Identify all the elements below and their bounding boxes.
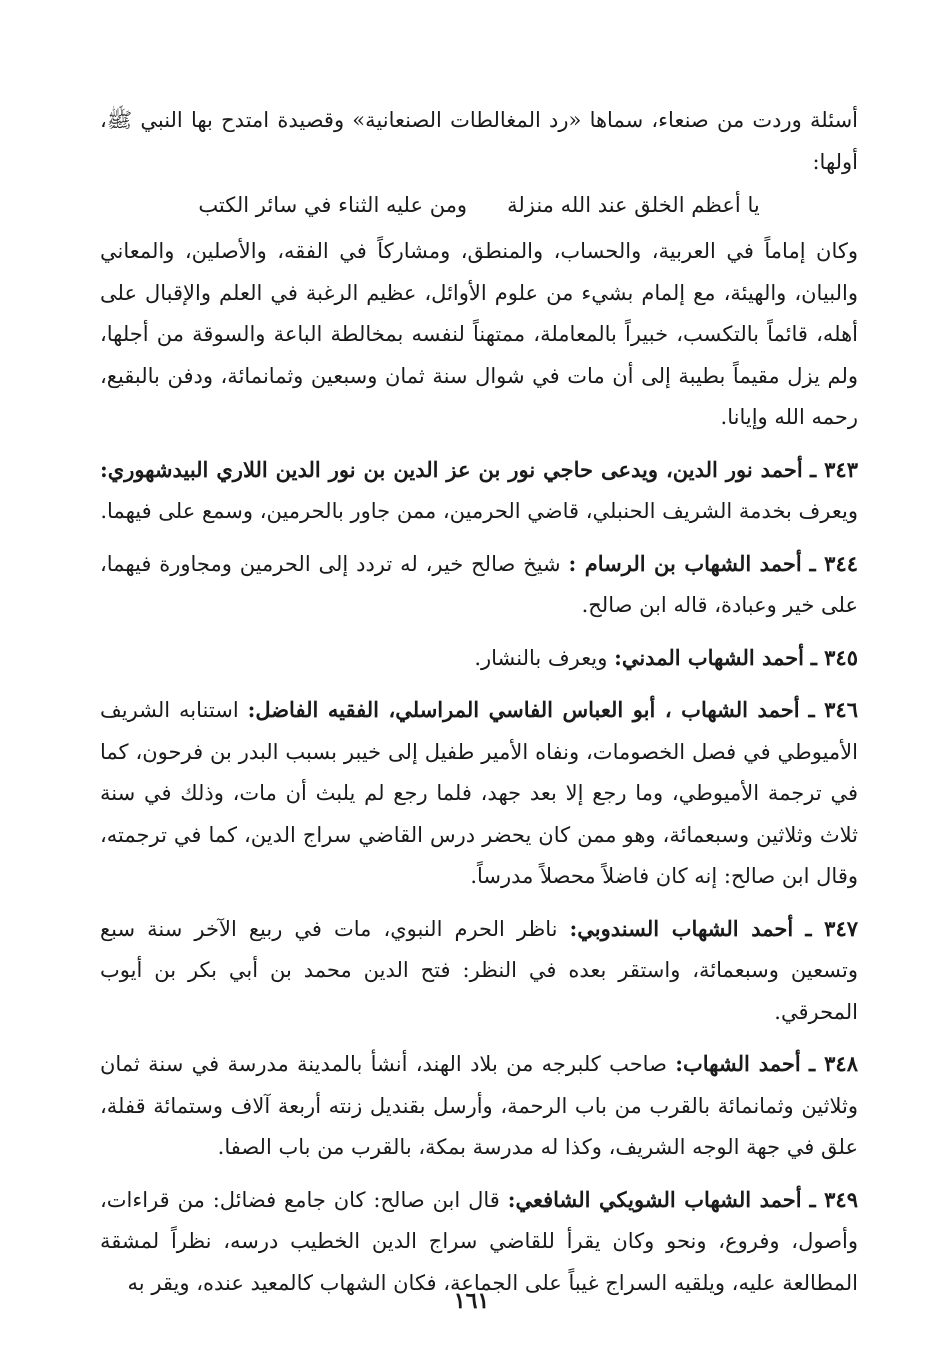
entry-number: ٣٤٨ ـ bbox=[809, 1051, 858, 1076]
entry-344 bbox=[100, 543, 858, 627]
page-body bbox=[100, 100, 858, 1304]
entry-345 bbox=[100, 637, 858, 680]
entry-name: أحمد الشهاب: bbox=[675, 1051, 801, 1076]
page-number: ١٦١ bbox=[453, 1288, 490, 1314]
continuation-paragraph: وكان إماماً في العربية، والحساب، والمنطق، ومشاركاً في الفقه، والأصلين، والمعاني والبيان، والهيئة، مع إلمام بشيء من علوم الأوائل، عظيم الرغبة في العلم والإقبال على أهله، قائماً بالتكسب، خبيراً بالمعاملة، ممتهناً لنفسه بمخالطة الباعة والسوقة من أجلها، ولم يزل مقيماً بطيبة إلى أن مات في شوال سنة ثمان وسبعين وثمانمائة، ودفن بالبقيع، رحمه الله وإيانا. bbox=[100, 239, 858, 429]
entry-number: ٣٤٧ ـ bbox=[805, 915, 859, 941]
entry-text: صاحب كلبرجه من بلاد الهند، أنشأ بالمدينة مدرسة في سنة ثمان وثلاثين وثمانمائة بالقرب من باب الرحمة، وأرسل بقنديل زنته أربعة آلاف وستمائة قفلة، علق في جهة الوجه الشريف، وكذا له مدرسة بمكة، بالقرب من باب الصفا. bbox=[100, 1052, 858, 1159]
entry-text: ويعرف بالنشار. bbox=[474, 645, 608, 670]
entry-347 bbox=[100, 908, 858, 1034]
entry-name: أحمد الشهاب الشويكي الشافعي: bbox=[507, 1186, 802, 1212]
entry-text: استنابه الشريف الأميوطي في فصل الخصومات، ونفاه الأمير طفيل إلى خيبر بسبب البدر بن فرحون، كما في ترجمة الأميوطي، وما رجع إلا بعد جهد، فلما رجع لم يلبث أن مات، وذلك في سنة ثلاث وثلاثين وسبعمائة، وهو ممن كان يحضر درس القاضي سراج الدين، كما في ترجمته، وقال ابن صالح: إنه كان فاضلاً محصلاً مدرساً. bbox=[100, 698, 858, 888]
entry-name: أحمد الشهاب بن الرسام : bbox=[568, 550, 802, 576]
entry-number: ٣٤٩ ـ bbox=[809, 1186, 858, 1212]
intro-paragraph: أسئلة وردت من صنعاء، سماها «رد المغالطات الصنعانية» وقصيدة امتدح بها النبي ﷺ، أولها: bbox=[100, 108, 858, 174]
verse-first-hemistich: يا أعظم الخلق عند الله منزلة bbox=[507, 193, 760, 217]
entry-name: أحمد الشهاب ، أبو العباس الفاسي المراسلي، الفقيه الفاضل: bbox=[247, 697, 800, 722]
entry-name: أحمد الشهاب المدني: bbox=[614, 644, 804, 670]
entry-text: ويعرف بخدمة الشريف الحنبلي، قاضي الحرمين، ممن جاور بالحرمين، وسمع على فيهما. bbox=[100, 499, 858, 523]
entry-text: قال ابن صالح: كان جامع فضائل: من قراءات، وأصول، وفروع، ونحو وكان يقرأ للقاضي سراج الدين الخطيب درسه، نظراً لمشقة المطالعة عليه، ويلقيه السراج غيباً على الجماعة، فكان الشهاب كالمعيد عنده، ويقر به bbox=[100, 1187, 858, 1295]
entry-text: شيخ صالح خير، له تردد إلى الحرمين ومجاورة فيهما، على خير وعبادة، قاله ابن صالح. bbox=[100, 551, 858, 617]
poem-verse bbox=[100, 183, 858, 227]
entry-349 bbox=[100, 1179, 858, 1305]
verse-second-hemistich: ومن عليه الثناء في سائر الكتب bbox=[198, 193, 468, 217]
entry-text: ناظر الحرم النبوي، مات في ربيع الآخر سنة سبع وتسعين وسبعمائة، واستقر بعده في النظر: فتح الدين محمد بن أبي بكر بن أيوب المحرقي. bbox=[100, 916, 858, 1024]
entry-346 bbox=[100, 689, 858, 898]
entry-number: ٣٤٣ ـ bbox=[810, 456, 858, 482]
entry-343 bbox=[100, 449, 858, 533]
entry-number: ٣٤٤ ـ bbox=[809, 550, 859, 576]
entry-number: ٣٤٥ ـ bbox=[810, 644, 858, 670]
entry-name: أحمد الشهاب السندوبي: bbox=[569, 915, 794, 941]
entry-348 bbox=[100, 1043, 858, 1169]
entry-number: ٣٤٦ ـ bbox=[808, 697, 858, 722]
entry-name: أحمد نور الدين، ويدعى حاجي نور بن عز الدين بن نور الدين اللاري البيدشهوري: bbox=[100, 456, 803, 482]
